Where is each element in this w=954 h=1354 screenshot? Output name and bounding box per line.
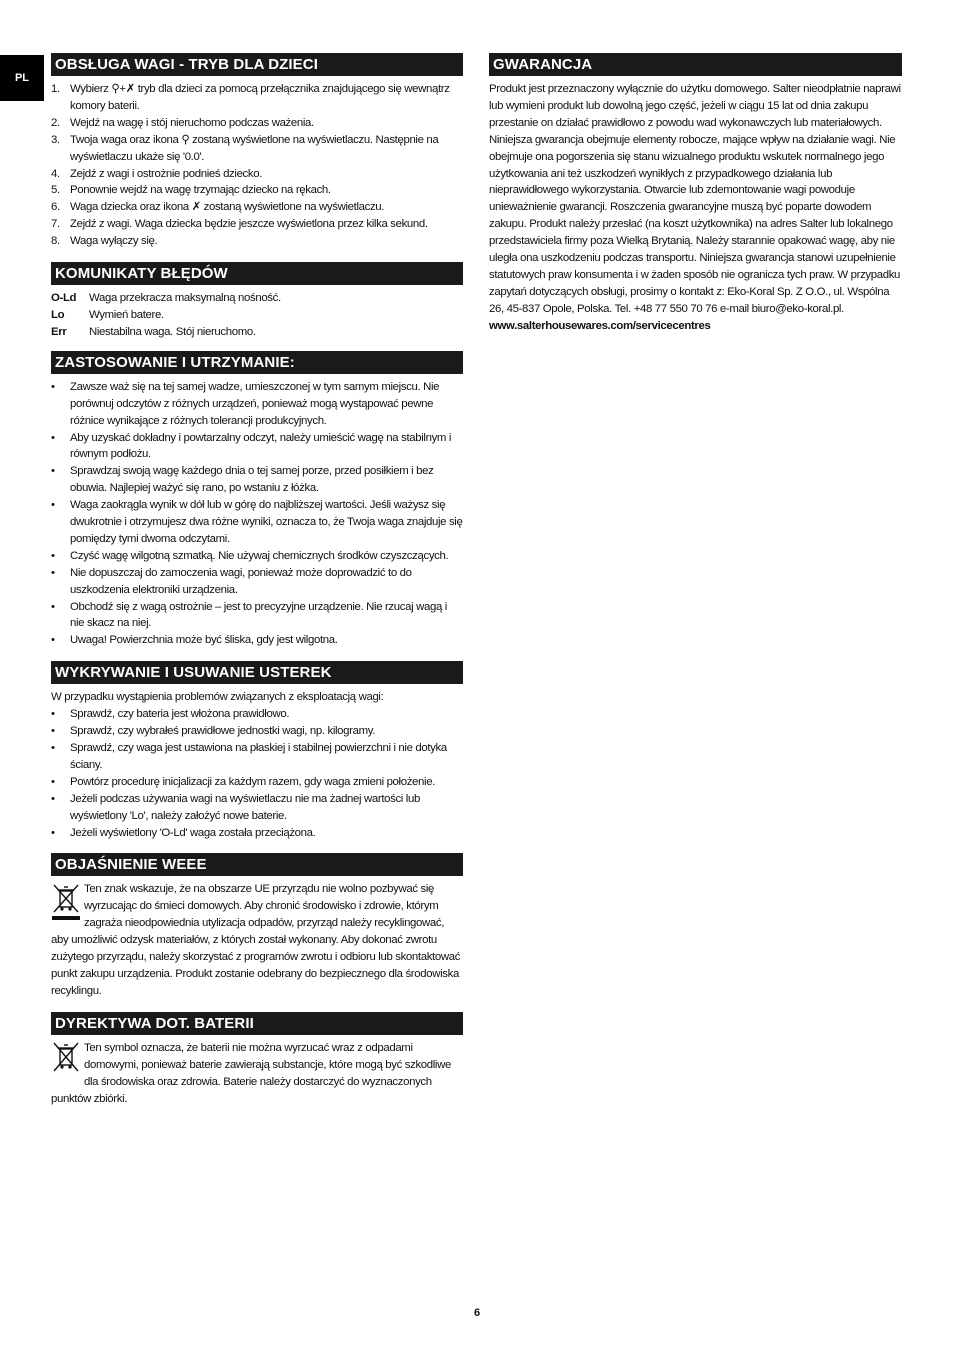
list-item: 5. Ponownie wejdź na wagę trzymając dziecko na rękach. xyxy=(51,184,331,197)
section-usage xyxy=(51,351,463,650)
list-item: • Waga zaokrągla wynik w dół lub w górę do najbliższej wartości. Jeśli ważysz się dwukrotnie i otrzymujesz dwa różne wyniki, oznacza to, że Twoja waga znajduje się pomiędzy tymi dwoma odczytami. xyxy=(51,499,463,545)
page-number: 6 xyxy=(473,1307,481,1319)
section-errors xyxy=(51,262,463,341)
list-item: • Sprawdź, czy bateria jest włożona prawidłowo. xyxy=(51,708,290,721)
list-item: • Sprawdź, czy waga jest ustawiona na płaskiej i stabilnej powierzchni i nie dotyka ściany. xyxy=(51,742,447,771)
battery-text: Ten symbol oznacza, że baterii nie można wyrzucać wraz z odpadami domowymi, ponieważ baterie zawierają substancje, które mogą być szkodliwe dla środowiska oraz zdrowia. Baterie należy dostarczyć do wyznaczonych punktów zbiórki. xyxy=(51,1041,451,1105)
list-item: • Obchodź się z wagą ostrożnie – jest to precyzyjne urządzenie. Nie rzucaj wagą i nie skacz na niej. xyxy=(51,600,447,630)
list-item: • Sprawdzaj swoją wagę każdego dnia o tej samej porze, przed posiłkiem i bez obuwia. Najlepiej ważyć się rano, po wstaniu z łóżka. xyxy=(51,465,434,495)
list-item: • Sprawdź, czy wybrałeś prawidłowe jednostki wagi, np. kilogramy. xyxy=(51,725,376,738)
list-item: • Uwaga! Powierzchnia może być śliska, gdy jest wilgotna. xyxy=(51,634,338,647)
section-title: WYKRYWANIE I USUWANIE USTEREK xyxy=(51,661,463,684)
weee-text: Ten znak wskazuje, że na obszarze UE przyrządu nie wolno pozbywać się wyrzucając do śmieci domowych. Aby chronić środowisko i zdrowie, którym zagraża nieodpowiednia utylizacja odpadów, przyrząd należy recyklingować, aby umożliwić odzysk materiałów, z których został wykonany. Aby dokonać zwrotu zużytego przyrządu, należy skorzystać z programów zwrotu i odbioru lub skontaktować punkt zakupu urządzenia. Produkt zostanie odebrany do bezpiecznego dla środowiska recyklingu. xyxy=(51,883,461,997)
error-table xyxy=(51,290,463,341)
section-title: ZASTOSOWANIE I UTRZYMANIE: xyxy=(51,351,463,374)
section-title: DYREKTYWA DOT. BATERII xyxy=(51,1012,463,1035)
section-troubleshooting xyxy=(51,661,463,841)
usage-list xyxy=(51,379,463,650)
crossed-battery-bin-icon xyxy=(51,1041,81,1075)
warranty-text: Produkt jest przeznaczony wyłącznie do użytku domowego. Salter nieodpłatnie naprawi lub wymieni produkt lub dowolną jego część, jeżeli w ciągu 15 lat od dnia zakupu przestanie on działać prawidłowo z powodu wad wykonawczych lub materiałowych. Niniejsza gwarancja obejmuje elementy robocze, mające wpływ na działanie wagi. Nie obejmuje ona pogorszenia się stanu wizualnego produktu wskutek normalnego jego użytkowania ani też uszkodzeń wynikłych z przypadkowego działania lub nieprawidłowego wykorzystania. Otwarcie lub zdemontowanie wagi powoduje unieważnienie gwarancji. Roszczenia gwarancyjne muszą być poparte dowodem zakupu. Produkt należy przesłać (na koszt użytkownika) na adres Salter lub lokalnego przedstawiciela firmy poza Wielką Brytanią. Należy starannie opakować wagę, aby nie uległa ona uszkodzeniu podczas transportu. Niniejsza gwarancja stanowi uzupełnienie statutowych praw konsumenta i w żaden sposób nie ogranicza tych praw. W przypadku zapytań dotyczących obsługi, prosimy o kontakt z: Eko-Koral Sp. Z O.O., ul. Wspólna 26, 45-837 Opole, Polska. Tel. +48 77 550 70 76 e-mail biuro@eko-koral.pl. xyxy=(489,83,901,315)
list-item: 6. Waga dziecka oraz ikona ✗ zostaną wyświetlone na wyświetlaczu. xyxy=(51,201,385,214)
section-battery xyxy=(51,1012,463,1108)
section-title: OBJAŚNIENIE WEEE xyxy=(51,853,463,876)
list-item: • Powtórz procedurę inicjalizacji za każdym razem, gdy waga zmieni położenie. xyxy=(51,775,436,788)
language-tab: PL xyxy=(0,55,44,101)
error-row: Lo Wymień batere. xyxy=(51,308,164,321)
troubleshooting-list xyxy=(51,706,463,841)
section-weee xyxy=(51,853,463,999)
list-item: • Jeżeli wyświetlony 'O-Ld' waga została przeciążona. xyxy=(51,826,316,839)
list-item: 3. Twoja waga oraz ikona ⚲ zostaną wyświetlone na wyświetlaczu. Następnie na wyświetlaczu ukaże się '0.0'. xyxy=(51,133,439,163)
list-item: • Czyść wagę wilgotną szmatką. Nie używaj chemicznych środków czyszczących. xyxy=(51,549,449,562)
list-item: 2. Wejdź na wagę i stój nieruchomo podczas ważenia. xyxy=(51,116,314,129)
list-item: 7. Zejdź z wagi. Waga dziecka będzie jeszcze wyświetlona przez kilka sekund. xyxy=(51,218,428,231)
crossed-bin-icon xyxy=(51,882,81,922)
section-warranty xyxy=(489,53,902,335)
left-column xyxy=(51,53,463,1115)
section-title: OBSŁUGA WAGI - TRYB DLA DZIECI xyxy=(51,53,463,76)
list-item: • Jeżeli podczas używania wagi na wyświetlaczu nie ma żadnej wartości lub wyświetlony 'Lo', należy założyć nowe baterie. xyxy=(51,792,420,822)
child-mode-steps xyxy=(51,81,463,250)
list-item: 1. Wybierz ⚲+✗ tryb dla dzieci za pomocą przełącznika znajdującego się wewnątrz komory baterii. xyxy=(51,83,450,112)
list-item: • Zawsze waż się na tej samej wadze, umieszczonej w tym samym miejscu. Nie porównuj odczytów z różnych urządzeń, ponieważ mogą wystąpować pewne różnice wynikające z różnych tolerancji produkcyjnych. xyxy=(51,380,440,427)
list-item: 8. Waga wyłączy się. xyxy=(51,235,158,248)
right-column xyxy=(489,53,902,343)
list-item: • Aby uzyskać dokładny i powtarzalny odczyt, należy umieścić wagę na stabilnym i równym podłożu. xyxy=(51,431,452,461)
list-item: 4. Zejdź z wagi i ostrożnie podnieś dziecko. xyxy=(51,167,263,180)
section-title: GWARANCJA xyxy=(489,53,902,76)
troubleshooting-intro: W przypadku wystąpienia problemów związanych z eksploatacją wagi: xyxy=(51,691,384,704)
list-item: • Nie dopuszczaj do zamoczenia wagi, ponieważ może doprowadzić to do uszkodzenia elektroniki urządzenia. xyxy=(51,566,412,596)
section-title: KOMUNIKATY BŁĘDÓW xyxy=(51,262,463,285)
section-child-mode xyxy=(51,53,463,250)
service-centres-link[interactable]: www.salterhousewares.com/servicecentres xyxy=(489,319,711,332)
error-row: O-Ld Waga przekracza maksymalną nośność. xyxy=(51,292,281,305)
error-row: Err Niestabilna waga. Stój nieruchomo. xyxy=(51,325,256,338)
